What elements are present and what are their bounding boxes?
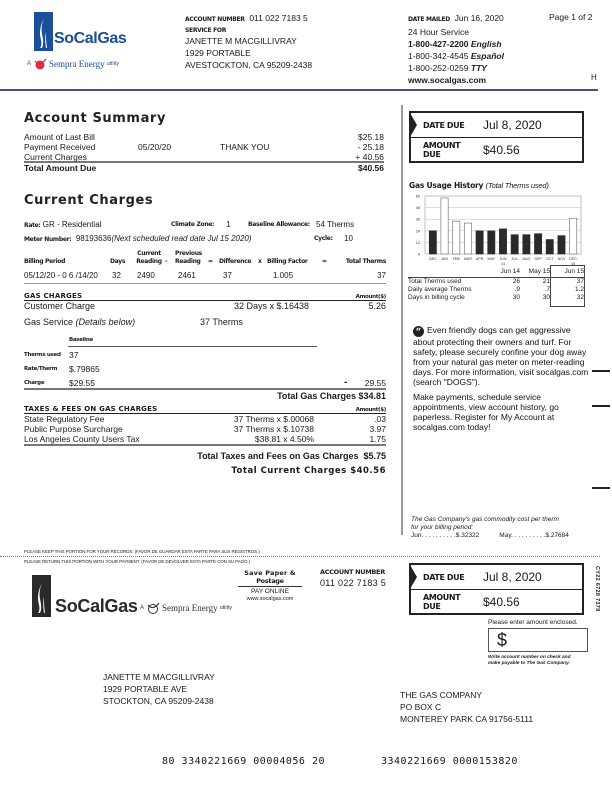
stub-sempra-prefix: A (140, 605, 145, 611)
total-therms: 37 (377, 271, 386, 280)
sempra-name: Sempra Energy (49, 59, 105, 69)
date-due-row (411, 113, 582, 137)
contact-info (408, 12, 598, 86)
current-charges-title: Current Charges (24, 193, 154, 208)
save-paper-line2: Postage (238, 577, 302, 587)
total-current-charges-value: $40.56 (350, 466, 386, 476)
svg-text:15: 15 (571, 262, 576, 266)
usage-bar (558, 236, 565, 254)
usage-cell: 1.2 (574, 286, 584, 293)
payee-address (400, 689, 533, 725)
payee-address-line2: MONTEREY PARK CA 91756-5111 (400, 714, 534, 724)
billing-factor: 1.005 (273, 271, 294, 280)
baseline-details (24, 349, 386, 391)
detail-row (24, 349, 386, 363)
billing-period: 05/12/20 - 0 6 /14/20 (24, 271, 98, 280)
meter-number: 98193636 (75, 234, 112, 243)
stub-brand-logo: SoCalGas (55, 596, 138, 616)
usage-cell: 26 (512, 278, 520, 285)
detail-label: Charge (24, 380, 45, 386)
usage-bar (488, 231, 495, 254)
brand-logo-text: SoCalGas (54, 30, 127, 47)
cycle-value: 10 (344, 234, 353, 243)
keep-notice: PLEASE KEEP THIS PORTION FOR YOUR RECORDS. (FAVOR DE GUARDAR ESTA PARTE PARA SUS REGISTROS.) (24, 549, 260, 554)
rate-label: Rate: (24, 222, 41, 229)
previous-reading: 2461 (178, 271, 196, 280)
tax-row (24, 424, 386, 434)
usage-cell: 21 (542, 278, 550, 285)
amount-due-value: $40.56 (483, 142, 520, 157)
col-eq: = (208, 258, 213, 265)
account-number-label: ACCOUNT NUMBER (185, 16, 245, 23)
detail-row (24, 363, 386, 377)
date-mailed-label: DATE MAILED (408, 16, 450, 23)
stub-amount-due-value: $40.56 (483, 594, 520, 609)
svg-text:DEC: DEC (569, 257, 577, 261)
usage-table (408, 268, 584, 302)
usage-col: Jun 14 (500, 268, 520, 275)
svg-text:FEB: FEB (452, 257, 460, 261)
column-divider (401, 105, 403, 535)
commodity-may: May. . . . . . . . . .$.27684 (499, 532, 569, 539)
date-mailed: Jun 16, 2020 (454, 13, 504, 23)
gas-service-amount: 29.55 (364, 378, 386, 388)
svg-text:12: 12 (415, 240, 420, 245)
tax-calc: 37 Therms x $.10738 (233, 424, 314, 434)
difference-value: 37 (223, 271, 232, 280)
mailing-name: JANETTE M MACGILLIVRAY (103, 672, 215, 682)
usage-row-label: Daily average Therms (408, 286, 472, 293)
service-for-label: SERVICE FOR (185, 27, 227, 34)
climate-zone-label: Climate Zone: (171, 221, 215, 228)
tax-label: State Regulatory Fee (24, 414, 105, 424)
baseline-col-header: Baseline (69, 337, 93, 343)
usage-bar (441, 198, 448, 254)
mailing-address-line2: STOCKTON, CA 95209-2438 (103, 696, 214, 706)
micr-line-1: 80 3340221669 00004056 20 (162, 756, 326, 767)
climate-zone-value: 1 (226, 220, 231, 229)
detail-label: Therms used (24, 352, 61, 358)
total-amount-due: $40.56 (358, 163, 384, 173)
commodity-line1: The Gas Company's gas commodity cost per therm (411, 516, 559, 523)
stub-account (320, 568, 386, 588)
total-taxes-label: Total Taxes and Fees on Gas Charges (197, 451, 359, 461)
usage-bar (499, 229, 506, 254)
gas-charges-total-rule (24, 388, 386, 390)
svg-text:APR: APR (475, 257, 484, 261)
customer-charge-row (24, 301, 386, 311)
summary-total-row (24, 163, 384, 173)
gas-service-therms: 37 Therms (200, 317, 243, 327)
account-summary-table (24, 132, 384, 173)
summary-label: Current Charges (24, 152, 87, 162)
service-hours: 24 Hour Service (408, 27, 469, 37)
svg-text:24: 24 (415, 229, 420, 234)
summary-row (24, 142, 384, 152)
micr-line-2: 3340221669 0000153820 (381, 756, 518, 767)
summary-note (220, 152, 314, 162)
usage-bar (570, 218, 577, 254)
summary-amount: - 25.18 (357, 142, 384, 152)
fold-mark (592, 487, 610, 489)
amount-due-label: AMOUNT DUE (423, 140, 461, 159)
usage-col: Jun 15 (564, 268, 584, 275)
detail-dash: - (344, 377, 348, 388)
stub-account-label: ACCOUNT NUMBER (320, 568, 385, 576)
summary-date (138, 152, 220, 162)
service-address-line1: 1929 PORTABLE (185, 48, 251, 58)
usage-cell: .9 (514, 286, 520, 293)
sempra-suffix: utility (106, 61, 120, 67)
svg-text:48: 48 (415, 206, 420, 211)
summary-note: THANK YOU (220, 142, 270, 152)
col-days: Days (110, 258, 126, 265)
date-due-label: DATE DUE (423, 120, 465, 130)
check-note-line2: make payable to The Gas Company. (488, 661, 570, 666)
stub-side-code: CY22 6728 7379 (594, 566, 600, 612)
usage-bar (453, 221, 460, 254)
stub-sempra-name: Sempra Energy (162, 603, 218, 613)
summary-date: 05/20/20 (138, 142, 172, 152)
usage-row-label: Days in billing cycle (408, 294, 465, 301)
usage-bar (476, 231, 483, 254)
header-divider (0, 89, 598, 91)
col-total-therms: Total Therms (345, 258, 386, 265)
usage-bar (429, 231, 436, 254)
usage-col: May 15 (528, 268, 550, 275)
gas-charges-title: GAS CHARGES (24, 292, 83, 300)
save-paper-promo (238, 569, 302, 603)
col-difference: Difference (219, 258, 252, 265)
customer-name: JANETTE M MACGILLIVRAY (185, 36, 297, 46)
stub-amount-due-label: AMOUNT DUE (423, 592, 461, 611)
stub-date-due-row (411, 565, 582, 589)
stub-flame-icon (36, 581, 46, 615)
svg-text:0: 0 (417, 252, 420, 257)
tear-line (0, 556, 600, 557)
usage-chart-subtitle: (Total Therms used) (485, 181, 549, 190)
col-billing-factor: Billing Factor (267, 258, 308, 265)
tax-label: Los Angeles County Users Tax (24, 434, 140, 444)
usage-cell: .7 (544, 286, 550, 293)
svg-text:36: 36 (415, 217, 420, 222)
detail-value: $29.55 (69, 378, 95, 388)
stub-sempra-icon (146, 602, 160, 614)
col-eq2: = (322, 258, 327, 265)
summary-amount: $25.18 (358, 132, 384, 142)
svg-text:MAY: MAY (487, 257, 496, 261)
tax-row (24, 434, 386, 444)
usage-row-label: Total Therms used (408, 278, 462, 285)
usage-cell: 30 (542, 294, 550, 301)
due-box (409, 111, 584, 163)
svg-text:AUG: AUG (522, 257, 531, 261)
stub-sempra-suffix: utility (219, 605, 233, 611)
svg-text:60: 60 (415, 194, 420, 199)
total-taxes (197, 451, 386, 461)
usage-chart-title-main: Gas Usage History (409, 181, 484, 190)
stub-date-due-value: Jul 8, 2020 (483, 570, 542, 584)
cycle-label: Cycle: (314, 235, 333, 242)
taxes-total-rule (24, 444, 386, 446)
date-due-value: Jul 8, 2020 (483, 118, 542, 132)
taxes-amount-header: Amount($) (355, 407, 386, 413)
svg-text:MAR: MAR (463, 257, 472, 261)
usage-chart-title (409, 181, 549, 190)
fold-mark (592, 370, 610, 372)
next-read-date: (Next scheduled read date Jul 15 2020) (111, 234, 252, 243)
marker-letter: H (591, 73, 597, 82)
taxes-section (24, 405, 386, 446)
sempra-prefix: A (27, 61, 32, 67)
tax-amount: 1.75 (369, 434, 386, 444)
readings-header (24, 250, 386, 268)
service-address-line2: AVESTOCKTON, CA 95209-2438 (185, 60, 313, 70)
stub-date-due-label: DATE DUE (423, 572, 465, 582)
total-taxes-value: $5.75 (363, 451, 386, 461)
account-summary-title: Account Summary (24, 111, 167, 126)
customer-charge-calc: 32 Days x $.16438 (234, 301, 310, 311)
summary-amount: + 40.56 (355, 152, 384, 162)
total-gas-charges-value: $34.81 (358, 391, 386, 401)
due-box-notch (410, 113, 417, 137)
meter-number-label: Meter Number: (24, 236, 72, 243)
col-billing-period: Billing Period (24, 258, 66, 265)
tax-amount: 3.97 (369, 424, 386, 434)
amount-due-row (411, 137, 582, 161)
quote-icon: “ (413, 326, 424, 337)
detail-value: 37 (69, 350, 79, 360)
phone-tty[interactable]: 1-800-252-0259 (408, 63, 469, 73)
gas-service-row (24, 317, 386, 327)
summary-row (24, 152, 384, 162)
amount-enclosed-input[interactable] (488, 628, 588, 652)
summary-row (24, 132, 384, 142)
rate-value: GR - Residential (42, 220, 102, 229)
dollar-sign: $ (497, 630, 508, 650)
stub-amount-due-row (411, 589, 582, 613)
usage-cell: 30 (512, 294, 520, 301)
usage-cell: 32 (576, 294, 584, 301)
baseline-rule (68, 346, 317, 347)
svg-text:OCT: OCT (545, 257, 554, 261)
website-link[interactable]: www.socalgas.com (408, 75, 487, 85)
col-minus: - (165, 258, 168, 265)
customer-charge-amount: 5.26 (368, 301, 386, 311)
tax-calc: 37 Therms x $.00068 (233, 414, 314, 424)
customer-mailing-address (103, 671, 215, 707)
total-current-charges-label: Total Current Charges (231, 466, 347, 476)
stub-due-box-notch (410, 565, 417, 589)
svg-text:JUL: JUL (511, 257, 518, 261)
account-info (185, 12, 312, 71)
phone-spanish-lang: Español (470, 51, 504, 61)
svg-text:JAN: JAN (441, 257, 448, 261)
mailing-address-line1: 1929 PORTABLE AVE (103, 684, 188, 694)
readings-divider (24, 283, 386, 284)
detail-label: Rate/Therm (24, 366, 58, 372)
taxes-title: TAXES & FEES ON GAS CHARGES (24, 405, 158, 413)
account-number: 011 022 7183 5 (249, 13, 308, 23)
current-period-box (550, 265, 585, 307)
days-value: 32 (112, 271, 121, 280)
svg-text:NOV: NOV (557, 257, 566, 261)
phone-tty-lang: TTY (470, 63, 487, 73)
baseline-label: Baseline Allowance: (248, 221, 310, 228)
customer-charge-label: Customer Charge (24, 301, 96, 311)
stub-sempra-logo (140, 602, 232, 614)
tax-row (24, 414, 386, 424)
dogs-message (413, 325, 593, 387)
commodity-cost (411, 516, 596, 540)
total-amount-due-label: Total Amount Due (24, 163, 97, 173)
phone-spanish[interactable]: 1-800-342-4545 (408, 51, 469, 61)
current-reading: 2490 (137, 271, 155, 280)
save-paper-line1: Save Paper & (244, 569, 296, 577)
pay-online: PAY ONLINE (251, 588, 289, 595)
usage-cell: 37 (576, 278, 584, 285)
summary-date (138, 132, 220, 142)
summary-label: Payment Received (24, 142, 96, 152)
usage-bar (523, 235, 530, 254)
gas-service-label: Gas Service (24, 317, 74, 327)
stub-due-box (409, 563, 584, 615)
tax-calc: $38.81 x 4.50% (254, 434, 314, 444)
gas-service-note: (Details below) (75, 317, 136, 327)
usage-bar (546, 240, 553, 255)
payee-name: THE GAS COMPANY (400, 690, 483, 700)
page-number: Page 1 of 2 (549, 12, 593, 22)
col-previous-reading: Previous Reading (175, 250, 202, 265)
my-account-message: Make payments, schedule service appointments, view account history, go paperless. Register for My Account at socalgas.com today! (413, 392, 559, 432)
commodity-line2: for your billing period: (411, 524, 474, 531)
check-note-line1: Write account number on check and (488, 655, 571, 660)
svg-text:SEP: SEP (534, 257, 542, 261)
summary-label: Amount of Last Bill (24, 132, 95, 142)
usage-bar (534, 234, 541, 254)
stub-website-link[interactable]: www.socalgas.com (246, 596, 294, 602)
col-current-reading: Current Reading (136, 250, 162, 265)
col-times: x (258, 258, 262, 265)
phone-english-lang: English (470, 39, 502, 49)
tax-label: Public Purpose Surcharge (24, 424, 123, 434)
fold-mark (592, 405, 610, 407)
amount-header: Amount($) (355, 294, 386, 300)
check-instructions (488, 655, 571, 667)
phone-english[interactable]: 1-800-427-2200 (408, 39, 469, 49)
usage-bar-chart (405, 192, 585, 267)
total-gas-charges (277, 391, 386, 401)
rate-line (24, 220, 386, 229)
total-current-charges (231, 466, 386, 476)
payee-address-line1: PO BOX C (400, 702, 442, 712)
return-notice: PLEASE RETURN THIS PORTION WITH YOUR PAYMENT. (FAVOR DE DEVOLVER ESTA PARTE CON SU PAGO.) (24, 559, 250, 564)
summary-note (220, 132, 314, 142)
usage-bar (511, 235, 518, 254)
sempra-logo (27, 58, 119, 70)
sempra-icon (33, 58, 47, 70)
readings-row (24, 271, 386, 283)
enter-amount-label: Please enter amount enclosed. (488, 619, 578, 626)
total-gas-charges-label: Total Gas Charges (277, 391, 356, 401)
gas-charges-section (24, 292, 386, 327)
dogs-message-text: Even friendly dogs can get aggressive about protecting their owners and turf. For safety, please securely confine your dog away from your natural gas meter on meter-reading days. For more information, visit socalgas.com (search "DOGS"). (413, 325, 589, 387)
stub-account-number: 011 022 7183 5 (320, 578, 387, 588)
flame-icon (38, 18, 48, 48)
tax-amount: .03 (374, 414, 386, 424)
detail-value: $.79865 (69, 364, 100, 374)
baseline-value: 54 Therms (316, 220, 355, 229)
svg-text:JUN: JUN (499, 257, 507, 261)
commodity-jun: Jun. . . . . . . . . .$.32322 (411, 532, 480, 539)
svg-text:14: 14 (501, 262, 505, 266)
svg-text:DEC: DEC (429, 257, 437, 261)
usage-bar (464, 223, 471, 254)
meter-line (24, 234, 386, 243)
